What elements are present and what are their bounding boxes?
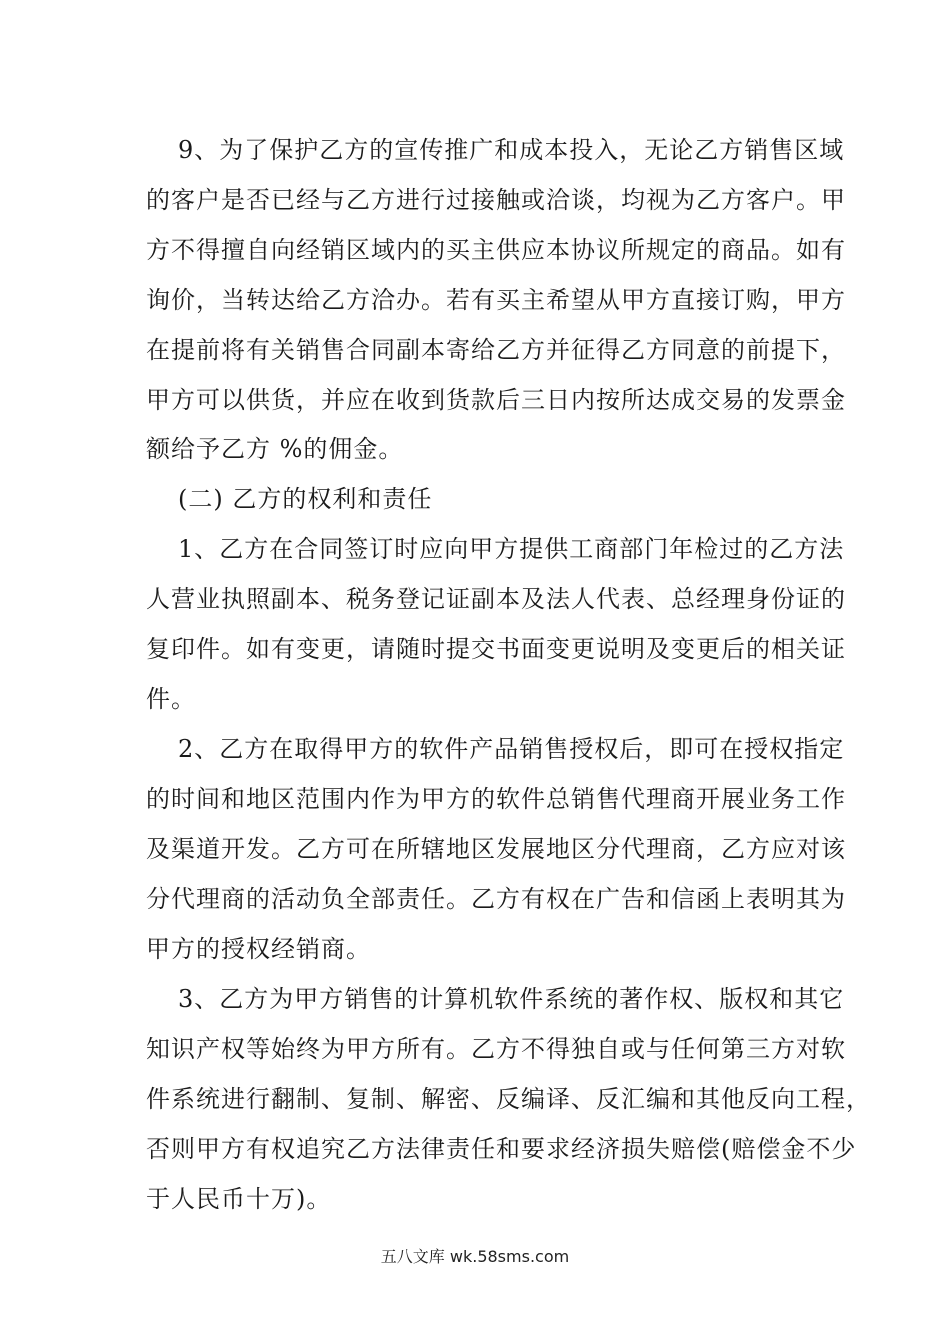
text-line: 分代理商的活动负全部责任。乙方有权在广告和信函上表明其为 [146,885,846,913]
text-line: 知识产权等始终为甲方所有。乙方不得独自或与任何第三方对软 [146,1035,846,1063]
text-line: 询价，当转达给乙方洽办。若有买主希望从甲方直接订购，甲方 [146,286,846,314]
text-line: 件系统进行翻制、复制、解密、反编译、反汇编和其他反向工程， [146,1085,871,1113]
text-line: 的时间和地区范围内作为甲方的软件总销售代理商开展业务工作 [146,785,846,813]
text-line: 2、乙方在取得甲方的软件产品销售授权后，即可在授权指定 [178,735,845,763]
text-line: 1、乙方在合同签订时应向甲方提供工商部门年检过的乙方法 [178,535,845,563]
text-line: 甲方的授权经销商。 [146,935,371,963]
section-heading: (二) 乙方的权利和责任 [178,485,433,513]
text-line: 额给予乙方 %的佣金。 [146,435,404,463]
text-line: 3、乙方为甲方销售的计算机软件系统的著作权、版权和其它 [178,985,845,1013]
text-line: 的客户是否已经与乙方进行过接触或洽谈，均视为乙方客户。甲 [146,186,846,214]
text-line: 人营业执照副本、税务登记证副本及法人代表、总经理身份证的 [146,585,846,613]
text-line: 复印件。如有变更，请随时提交书面变更说明及变更后的相关证 [146,635,846,663]
text-line: 及渠道开发。乙方可在所辖地区发展地区分代理商，乙方应对该 [146,835,846,863]
text-line: 在提前将有关销售合同副本寄给乙方并征得乙方同意的前提下， [146,336,846,364]
text-line: 甲方可以供货，并应在收到货款后三日内按所达成交易的发票金 [146,386,846,414]
text-line: 于人民币十万)。 [146,1185,332,1213]
text-line: 否则甲方有权追究乙方法律责任和要求经济损失赔偿(赔偿金不少 [146,1135,857,1163]
text-line: 方不得擅自向经销区域内的买主供应本协议所规定的商品。如有 [146,236,846,264]
text-line: 件。 [146,685,196,713]
text-line: 9、为了保护乙方的宣传推广和成本投入，无论乙方销售区域 [178,136,845,164]
footer-watermark: 五八文库 wk.58sms.com [380,1247,570,1266]
